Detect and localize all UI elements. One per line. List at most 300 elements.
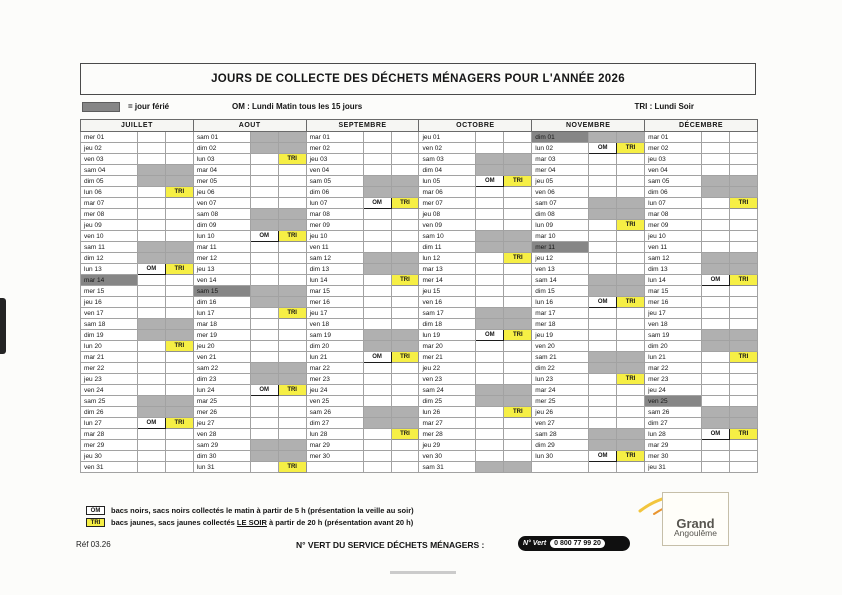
tri-cell: [729, 462, 757, 473]
tri-cell: [617, 231, 645, 242]
om-cell: [589, 363, 617, 374]
calendar-row: [81, 165, 758, 176]
day-cell: lun 23: [532, 374, 589, 385]
om-cell: [701, 198, 729, 209]
tri-cell: [729, 143, 757, 154]
tri-cell: [391, 286, 419, 297]
om-cell: [250, 165, 278, 176]
day-cell: lun 28: [645, 429, 702, 440]
tri-cell: [617, 363, 645, 374]
tri-cell: TRI: [729, 275, 757, 286]
day-cell: mar 01: [306, 132, 363, 143]
om-cell: [589, 319, 617, 330]
tri-legend-text: [111, 518, 413, 527]
day-cell: jeu 06: [193, 187, 250, 198]
tri-legend-text-pre: bacs jaunes, sacs jaunes collectés: [111, 518, 237, 527]
tri-cell: [617, 308, 645, 319]
om-cell: OM: [589, 143, 617, 154]
tri-cell: [617, 385, 645, 396]
om-cell: [476, 308, 504, 319]
om-cell: [250, 275, 278, 286]
day-cell: mer 16: [306, 297, 363, 308]
day-cell: jeu 27: [193, 418, 250, 429]
om-cell: [363, 451, 391, 462]
month-header: AOUT: [193, 120, 306, 132]
om-cell: [476, 418, 504, 429]
tri-cell: [165, 176, 193, 187]
om-cell: [250, 198, 278, 209]
om-cell: [476, 462, 504, 473]
om-cell: [476, 275, 504, 286]
om-cell: [589, 330, 617, 341]
tri-cell: [278, 132, 306, 143]
tri-cell: [165, 407, 193, 418]
om-cell: [137, 352, 165, 363]
tri-cell: [391, 264, 419, 275]
day-cell: dim 27: [645, 418, 702, 429]
tri-cell: [165, 143, 193, 154]
day-cell: dim 23: [193, 374, 250, 385]
tri-cell: [729, 209, 757, 220]
om-cell: [476, 132, 504, 143]
tri-cell: [729, 286, 757, 297]
tri-cell: [617, 352, 645, 363]
om-cell: [363, 374, 391, 385]
tri-cell: [165, 297, 193, 308]
day-cell: lun 27: [81, 418, 138, 429]
tri-cell: [165, 363, 193, 374]
tri-cell: [391, 132, 419, 143]
tri-cell: TRI: [729, 352, 757, 363]
day-cell: dim 05: [81, 176, 138, 187]
tri-cell: [504, 132, 532, 143]
om-cell: [363, 176, 391, 187]
tri-cell: TRI: [617, 451, 645, 462]
tri-cell: TRI: [729, 429, 757, 440]
tri-cell: [165, 154, 193, 165]
om-cell: [137, 275, 165, 286]
om-cell: [701, 407, 729, 418]
day-cell: jeu 08: [419, 209, 476, 220]
tri-cell: [165, 253, 193, 264]
day-cell: sam 05: [306, 176, 363, 187]
om-cell: [363, 231, 391, 242]
om-cell: [589, 264, 617, 275]
om-cell: [137, 319, 165, 330]
om-cell: [701, 462, 729, 473]
day-cell: ven 16: [419, 297, 476, 308]
om-cell: [137, 286, 165, 297]
month-header: JUILLET: [81, 120, 194, 132]
day-cell: sam 21: [532, 352, 589, 363]
calendar-row: [81, 198, 758, 209]
om-cell: [363, 209, 391, 220]
om-cell: OM: [250, 385, 278, 396]
day-cell: jeu 05: [532, 176, 589, 187]
om-cell: [701, 396, 729, 407]
om-cell: [363, 220, 391, 231]
tri-cell: [165, 440, 193, 451]
tri-cell: TRI: [617, 374, 645, 385]
tri-cell: [504, 374, 532, 385]
day-cell: ven 11: [306, 242, 363, 253]
legend-top: [80, 101, 756, 114]
day-cell: lun 26: [419, 407, 476, 418]
om-cell: [363, 187, 391, 198]
om-cell: [701, 363, 729, 374]
tri-cell: [617, 132, 645, 143]
day-cell: ven 06: [532, 187, 589, 198]
om-cell: OM: [250, 231, 278, 242]
tri-cell: [729, 319, 757, 330]
om-cell: [476, 154, 504, 165]
calendar-row: [81, 264, 758, 275]
day-cell: mer 23: [645, 374, 702, 385]
om-cell: [137, 209, 165, 220]
tri-cell: [729, 253, 757, 264]
tri-cell: [278, 275, 306, 286]
om-cell: [701, 440, 729, 451]
calendar-row: [81, 330, 758, 341]
om-cell: [363, 319, 391, 330]
day-cell: ven 25: [306, 396, 363, 407]
om-cell: [476, 451, 504, 462]
reference-number: Réf 03.26: [76, 540, 111, 549]
tri-cell: [617, 154, 645, 165]
om-cell: [250, 264, 278, 275]
om-cell: OM: [476, 330, 504, 341]
tri-cell: [165, 374, 193, 385]
day-cell: jeu 02: [81, 143, 138, 154]
tri-cell: [504, 275, 532, 286]
day-cell: jeu 19: [532, 330, 589, 341]
day-cell: ven 18: [306, 319, 363, 330]
tri-cell: [729, 297, 757, 308]
tri-cell: [617, 187, 645, 198]
om-cell: OM: [701, 275, 729, 286]
day-cell: mar 01: [645, 132, 702, 143]
tri-cell: TRI: [617, 297, 645, 308]
om-cell: [589, 440, 617, 451]
om-cell: OM: [701, 429, 729, 440]
tri-cell: [729, 330, 757, 341]
tri-cell: TRI: [504, 253, 532, 264]
om-cell: [589, 154, 617, 165]
calendar-row: [81, 374, 758, 385]
day-cell: sam 24: [419, 385, 476, 396]
day-cell: lun 03: [193, 154, 250, 165]
om-cell: [589, 341, 617, 352]
day-cell: sam 26: [306, 407, 363, 418]
tri-cell: [391, 143, 419, 154]
tri-cell: [391, 253, 419, 264]
day-cell: jeu 30: [81, 451, 138, 462]
tri-cell: [617, 275, 645, 286]
day-cell: mer 19: [193, 330, 250, 341]
calendar-row: [81, 308, 758, 319]
tri-cell: [165, 429, 193, 440]
day-cell: sam 19: [645, 330, 702, 341]
om-cell: [589, 385, 617, 396]
tri-cell: [278, 440, 306, 451]
om-cell: OM: [363, 198, 391, 209]
tri-cell: [617, 319, 645, 330]
tri-cell: [504, 143, 532, 154]
om-cell: [701, 209, 729, 220]
om-cell: [589, 198, 617, 209]
tri-cell: TRI: [278, 462, 306, 473]
tri-cell: [504, 440, 532, 451]
day-cell: jeu 22: [419, 363, 476, 374]
day-cell: lun 28: [306, 429, 363, 440]
day-cell: sam 31: [419, 462, 476, 473]
om-cell: [137, 341, 165, 352]
tri-cell: [504, 462, 532, 473]
om-cell: [701, 154, 729, 165]
calendar-row: [81, 418, 758, 429]
holiday-color-swatch: [82, 102, 120, 112]
om-cell: [701, 242, 729, 253]
day-cell: jeu 15: [419, 286, 476, 297]
om-legend-text: [111, 506, 414, 515]
day-cell: ven 04: [645, 165, 702, 176]
day-cell: jeu 23: [81, 374, 138, 385]
tri-cell: [617, 429, 645, 440]
om-cell: [701, 286, 729, 297]
tri-cell: [729, 451, 757, 462]
day-cell: mer 07: [419, 198, 476, 209]
om-cell: [250, 374, 278, 385]
day-cell: sam 10: [419, 231, 476, 242]
tri-cell: [504, 418, 532, 429]
tri-cell: [617, 264, 645, 275]
day-cell: mar 20: [419, 341, 476, 352]
day-cell: dim 01: [532, 132, 589, 143]
day-cell: ven 28: [193, 429, 250, 440]
grand-angouleme-logo: [662, 492, 729, 546]
day-cell: sam 14: [532, 275, 589, 286]
om-cell: [589, 429, 617, 440]
day-cell: ven 02: [419, 143, 476, 154]
day-cell: mer 23: [306, 374, 363, 385]
day-cell: sam 19: [306, 330, 363, 341]
tri-cell: [729, 220, 757, 231]
day-cell: ven 31: [81, 462, 138, 473]
calendar-row: [81, 429, 758, 440]
om-cell: [137, 308, 165, 319]
tri-cell: [504, 165, 532, 176]
tri-cell: [165, 396, 193, 407]
day-cell: jeu 03: [306, 154, 363, 165]
tri-cell: [729, 154, 757, 165]
om-cell: OM: [137, 264, 165, 275]
day-cell: ven 13: [532, 264, 589, 275]
tri-cell: [278, 407, 306, 418]
om-cell: [701, 418, 729, 429]
day-cell: [532, 462, 589, 473]
title-box: [80, 63, 756, 95]
day-cell: mar 22: [645, 363, 702, 374]
green-number-label: N° VERT DU SERVICE DÉCHETS MÉNAGERS :: [296, 540, 485, 550]
calendar-row: [81, 407, 758, 418]
calendar-row: [81, 297, 758, 308]
day-cell: ven 07: [193, 198, 250, 209]
om-cell: [476, 143, 504, 154]
om-cell: [137, 462, 165, 473]
om-cell: [476, 242, 504, 253]
om-cell: [476, 429, 504, 440]
day-cell: mer 11: [532, 242, 589, 253]
calendar-row: [81, 143, 758, 154]
tri-cell: [617, 418, 645, 429]
holiday-legend-label: = jour férié: [128, 102, 170, 111]
day-cell: mar 24: [532, 385, 589, 396]
day-cell: lun 05: [419, 176, 476, 187]
tri-cell: [278, 209, 306, 220]
day-cell: ven 03: [81, 154, 138, 165]
tri-cell: [391, 220, 419, 231]
tri-cell: [617, 176, 645, 187]
calendar-row: [81, 462, 758, 473]
tri-cell: [729, 418, 757, 429]
day-cell: ven 23: [419, 374, 476, 385]
day-cell: mer 12: [193, 253, 250, 264]
day-cell: mar 08: [645, 209, 702, 220]
day-cell: lun 17: [193, 308, 250, 319]
day-cell: sam 17: [419, 308, 476, 319]
day-cell: mer 02: [306, 143, 363, 154]
tri-cell: [504, 154, 532, 165]
tri-cell: [278, 451, 306, 462]
calendar-row: [81, 286, 758, 297]
tri-cell: [504, 385, 532, 396]
day-cell: dim 25: [419, 396, 476, 407]
tri-cell: [617, 462, 645, 473]
om-cell: [137, 198, 165, 209]
om-legend-text-pre: bacs noirs, sacs noirs collectés le matin à partir de 5 h (présentation la veille au soir): [111, 506, 414, 515]
day-cell: sam 28: [532, 429, 589, 440]
day-cell: jeu 24: [645, 385, 702, 396]
om-cell: [589, 462, 617, 473]
tri-cell: [504, 297, 532, 308]
day-cell: dim 06: [645, 187, 702, 198]
day-cell: jeu 26: [532, 407, 589, 418]
om-cell: [363, 418, 391, 429]
om-cell: [363, 143, 391, 154]
om-cell: [250, 297, 278, 308]
om-cell: [363, 330, 391, 341]
om-cell: [363, 242, 391, 253]
om-cell: [250, 220, 278, 231]
om-cell: [137, 396, 165, 407]
logo-text-angouleme: Angoulême: [673, 528, 717, 538]
calendar-row: [81, 187, 758, 198]
day-cell: mar 28: [81, 429, 138, 440]
om-cell: [250, 330, 278, 341]
calendar-row: [81, 319, 758, 330]
tri-cell: [504, 220, 532, 231]
om-cell: [250, 154, 278, 165]
day-cell: sam 18: [81, 319, 138, 330]
om-cell: [250, 451, 278, 462]
om-cell: [137, 165, 165, 176]
day-cell: mer 08: [81, 209, 138, 220]
day-cell: sam 08: [193, 209, 250, 220]
day-cell: jeu 13: [193, 264, 250, 275]
tri-cell: [729, 231, 757, 242]
day-cell: lun 09: [532, 220, 589, 231]
om-cell: [363, 165, 391, 176]
tri-cell: [729, 242, 757, 253]
om-cell: [701, 176, 729, 187]
om-cell: OM: [476, 176, 504, 187]
day-cell: dim 29: [532, 440, 589, 451]
day-cell: lun 24: [193, 385, 250, 396]
om-cell: [363, 308, 391, 319]
om-cell: [476, 209, 504, 220]
om-cell: [363, 286, 391, 297]
tri-cell: [391, 462, 419, 473]
day-cell: jeu 03: [645, 154, 702, 165]
om-cell: [250, 429, 278, 440]
tri-cell: TRI: [617, 143, 645, 154]
day-cell: lun 13: [81, 264, 138, 275]
om-cell: [701, 385, 729, 396]
calendar-row: [81, 220, 758, 231]
calendar-row: [81, 275, 758, 286]
tri-cell: [165, 220, 193, 231]
om-cell: [701, 319, 729, 330]
day-cell: jeu 20: [193, 341, 250, 352]
om-cell: [701, 220, 729, 231]
day-cell: lun 30: [532, 451, 589, 462]
om-cell: OM: [589, 451, 617, 462]
om-cell: [701, 132, 729, 143]
day-cell: dim 18: [419, 319, 476, 330]
tri-cell: [504, 264, 532, 275]
day-cell: mer 26: [193, 407, 250, 418]
tri-cell: [504, 187, 532, 198]
day-cell: lun 21: [306, 352, 363, 363]
om-cell: [137, 176, 165, 187]
tri-cell: [729, 385, 757, 396]
tri-cell: [729, 396, 757, 407]
day-cell: mar 07: [81, 198, 138, 209]
om-cell: [363, 462, 391, 473]
day-cell: sam 12: [645, 253, 702, 264]
tri-cell: [278, 220, 306, 231]
month-header: SEPTEMBRE: [306, 120, 419, 132]
scan-artifact: [0, 298, 6, 354]
tri-cell: TRI: [278, 385, 306, 396]
om-cell: [250, 187, 278, 198]
om-cell: [250, 363, 278, 374]
tri-cell: [391, 396, 419, 407]
tri-cell: [504, 209, 532, 220]
day-cell: lun 16: [532, 297, 589, 308]
day-cell: mer 29: [81, 440, 138, 451]
tri-cell: [504, 198, 532, 209]
tri-cell: TRI: [391, 429, 419, 440]
day-cell: lun 14: [306, 275, 363, 286]
tri-cell: TRI: [278, 308, 306, 319]
day-cell: sam 15: [193, 286, 250, 297]
calendar-row: [81, 341, 758, 352]
tri-cell: [165, 451, 193, 462]
day-cell: dim 26: [81, 407, 138, 418]
calendar-row: [81, 253, 758, 264]
day-cell: mar 15: [306, 286, 363, 297]
